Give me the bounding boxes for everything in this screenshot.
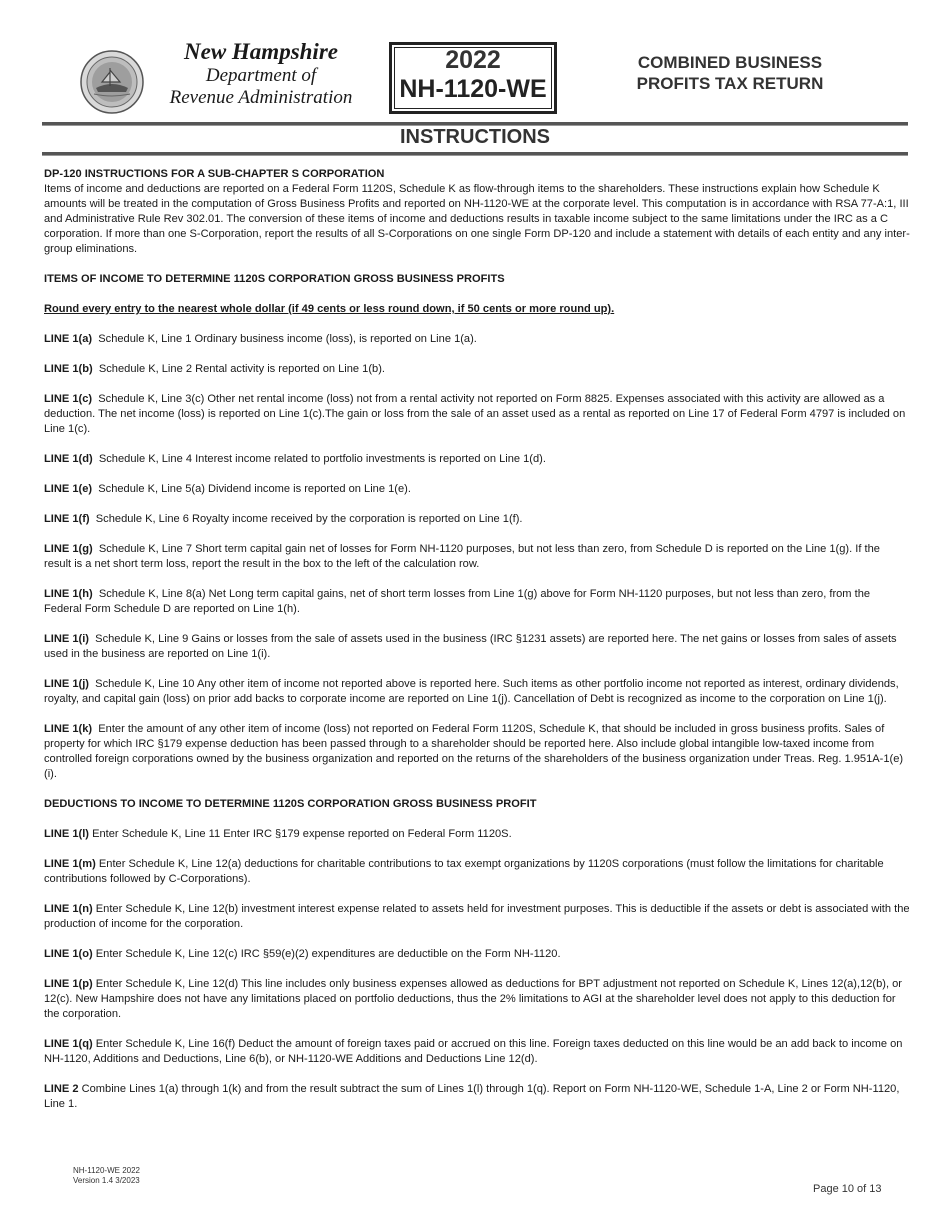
section-title: INSTRUCTIONS bbox=[400, 126, 550, 148]
page-number: Page 10 of 13 bbox=[813, 1183, 882, 1195]
line-item bbox=[44, 1082, 910, 1112]
line-label: LINE 1(g) bbox=[44, 543, 93, 555]
department-line-1: Department of bbox=[205, 65, 317, 86]
footer-form-id: NH-1120-WE 2022 bbox=[73, 1166, 140, 1175]
line-label: LINE 1(o) bbox=[44, 948, 93, 960]
form-year: 2022 bbox=[445, 46, 501, 74]
line-text: Enter the amount of any other item of income (loss) not reported on Federal Form 1120S, Schedule K, that should be included in gross business profits. Sales of property for which IRC §179 expense deduction has been passed through to a shareholder should be reported here. Also include global intangible low-taxed income from controlled foreign corporations owned by the business organization and reported on the returns of the shareholders of the business organization under Treas. Reg. 1.951A-1(e)(i). bbox=[44, 723, 904, 780]
line-item bbox=[44, 902, 910, 932]
line-item bbox=[44, 677, 910, 707]
line-label: LINE 1(p) bbox=[44, 978, 93, 990]
line-text: Schedule K, Line 4 Interest income related to portfolio investments is reported on Line 1(d). bbox=[98, 453, 546, 465]
line-label: LINE 1(k) bbox=[44, 723, 93, 735]
footer-version: Version 1.4 3/2023 bbox=[73, 1176, 140, 1185]
line-item bbox=[44, 1037, 910, 1067]
line-text: Schedule K, Line 6 Royalty income received by the corporation is reported on Line 1(f). bbox=[95, 513, 523, 525]
line-item bbox=[44, 587, 910, 617]
form-title-line-1: COMBINED BUSINESS bbox=[637, 53, 823, 72]
line-text: Enter Schedule K, Line 11 Enter IRC §179 expense reported on Federal Form 1120S. bbox=[92, 828, 512, 840]
line-label: LINE 1(d) bbox=[44, 453, 93, 465]
line-item bbox=[44, 977, 910, 1022]
line-text: Enter Schedule K, Line 12(c) IRC §59(e)(2) expenditures are deductible on the Form NH-1120. bbox=[95, 948, 561, 960]
line-text: Schedule K, Line 3(c) Other net rental income (loss) not from a rental activity not reported on Form 8825. Expenses associated with this activity are allowed as a deduction. The net income (loss) is reported on Line 1(c).The gain or loss from the sale of an asset used as a rental as reported on Line 17 of Federal Form 4797 is included on Line 1(c). bbox=[44, 393, 906, 435]
line-label: LINE 1(q) bbox=[44, 1038, 93, 1050]
line-label: LINE 1(f) bbox=[44, 513, 90, 525]
line-text: Enter Schedule K, Line 12(d) This line includes only business expenses allowed as deductions for BPT adjustment not reported on Schedule K, Lines 12(a),12(b), or 12(c). New Hampshire does not have any limitations placed on portfolio deductions, thus the 2% limitations to AGI at the shareholder level does not apply to this deduction for the corporation. bbox=[44, 978, 902, 1020]
line-text: Schedule K, Line 9 Gains or losses from the sale of assets used in the business (IRC §1231 assets) are reported here. The net gains or losses from sales of assets used in the business are reported on Line 1(i). bbox=[44, 633, 897, 660]
line-item bbox=[44, 452, 910, 467]
line-label: LINE 1(h) bbox=[44, 588, 93, 600]
footer-form-info bbox=[73, 1166, 140, 1186]
rounding-note-text: Round every entry to the nearest whole dollar (if 49 cents or less round down, if 50 cents or more round up). bbox=[44, 303, 615, 315]
intro-paragraph: Items of income and deductions are reported on a Federal Form 1120S, Schedule K as flow-through items to the shareholders. These instructions explain how Schedule K amounts will be treated in the computation of Gross Business Profits and reported on NH-1120-WE at the corporate level. This computation is in accordance with RSA 77-A:1, III and Administrative Rule Rev 302.01. The conversion of these items of income and deductions results in taxable income subject to the same limitations under the IRC as a C corporation. If more than one S-Corporation, report the results of all S-Corporations on one single Form DP-120 and include a statement with details of each entity and any inter-group eliminations. bbox=[44, 183, 910, 255]
line-text: Enter Schedule K, Line 12(b) investment interest expense related to assets held for investment purposes. This is deductible if the assets or debt is associated with the production of income for the corporation. bbox=[44, 903, 910, 930]
state-name: New Hampshire bbox=[184, 39, 338, 64]
line-text: Schedule K, Line 7 Short term capital gain net of losses for Form NH-1120 purposes, but not less than zero, from Schedule D is reported on the Line 1(g). If the result is a net short term loss, report the result in the box to the left of the calculation row. bbox=[44, 543, 880, 570]
line-item bbox=[44, 392, 910, 437]
deductions-heading: DEDUCTIONS TO INCOME TO DETERMINE 1120S CORPORATION GROSS BUSINESS PROFIT bbox=[44, 798, 537, 810]
line-text: Schedule K, Line 2 Rental activity is reported on Line 1(b). bbox=[98, 363, 385, 375]
agency-name bbox=[148, 38, 374, 109]
line-label: LINE 1(j) bbox=[44, 678, 89, 690]
line-item bbox=[44, 722, 910, 782]
line-item bbox=[44, 542, 910, 572]
line-item bbox=[44, 857, 910, 887]
form-title bbox=[600, 52, 860, 94]
line-item bbox=[44, 827, 910, 842]
line-item bbox=[44, 482, 910, 497]
line-label: LINE 1(m) bbox=[44, 858, 96, 870]
header-divider-bottom bbox=[42, 152, 908, 156]
rounding-note bbox=[44, 302, 910, 317]
line-text: Schedule K, Line 10 Any other item of income not reported above is reported here. Such items as other portfolio income not reported as interest, ordinary dividends, royalty, and capital gain (loss) on prior add backs to corporate income are reported on Line 1(j). Cancellation of Debt is recognized as income to the corporation on Line 1(j). bbox=[44, 678, 899, 705]
line-label: LINE 1(c) bbox=[44, 393, 93, 405]
line-item bbox=[44, 947, 910, 962]
form-id-box bbox=[389, 42, 557, 114]
page-header bbox=[0, 0, 950, 122]
intro-heading: DP-120 INSTRUCTIONS FOR A SUB-CHAPTER S CORPORATION bbox=[44, 168, 385, 180]
line-label: LINE 1(a) bbox=[44, 333, 93, 345]
form-title-line-2: PROFITS TAX RETURN bbox=[636, 74, 824, 93]
instructions-body bbox=[44, 167, 910, 1127]
income-heading: ITEMS OF INCOME TO DETERMINE 1120S CORPORATION GROSS BUSINESS PROFITS bbox=[44, 273, 505, 285]
department-line-2: Revenue Administration bbox=[169, 87, 353, 108]
line-text: Enter Schedule K, Line 16(f) Deduct the amount of foreign taxes paid or accrued on this line. Foreign taxes deducted on this line would be an add back to income on NH-1120, Additions and Deductions, Line 6(b), or NH-1120-WE Additions and Deductions Line 12(d). bbox=[44, 1038, 903, 1065]
line-label: LINE 2 bbox=[44, 1083, 79, 1095]
line-label: LINE 1(l) bbox=[44, 828, 89, 840]
line-text: Schedule K, Line 8(a) Net Long term capital gains, net of short term losses from Line 1(g) above for Form NH-1120 purposes, but not less than zero, from the Federal Form Schedule D are reported on Line 1(h). bbox=[44, 588, 871, 615]
line-label: LINE 1(e) bbox=[44, 483, 93, 495]
line-label: LINE 1(n) bbox=[44, 903, 93, 915]
line-text: Schedule K, Line 1 Ordinary business income (loss), is reported on Line 1(a). bbox=[98, 333, 477, 345]
line-text: Schedule K, Line 5(a) Dividend income is reported on Line 1(e). bbox=[98, 483, 411, 495]
state-seal-icon bbox=[80, 50, 144, 114]
line-item bbox=[44, 362, 910, 377]
line-item bbox=[44, 332, 910, 347]
form-number: NH-1120-WE bbox=[399, 75, 547, 103]
line-text: Combine Lines 1(a) through 1(k) and from the result subtract the sum of Lines 1(l) through 1(q). Report on Form NH-1120-WE, Schedule 1-A, Line 2 or Form NH-1120, Line 1. bbox=[44, 1083, 900, 1110]
line-text: Enter Schedule K, Line 12(a) deductions for charitable contributions to tax exempt organizations by 1120S corporations (must follow the limitations for charitable contributions followed by C-Corporations). bbox=[44, 858, 884, 885]
line-label: LINE 1(i) bbox=[44, 633, 89, 645]
line-item bbox=[44, 632, 910, 662]
line-item bbox=[44, 512, 910, 527]
line-label: LINE 1(b) bbox=[44, 363, 93, 375]
